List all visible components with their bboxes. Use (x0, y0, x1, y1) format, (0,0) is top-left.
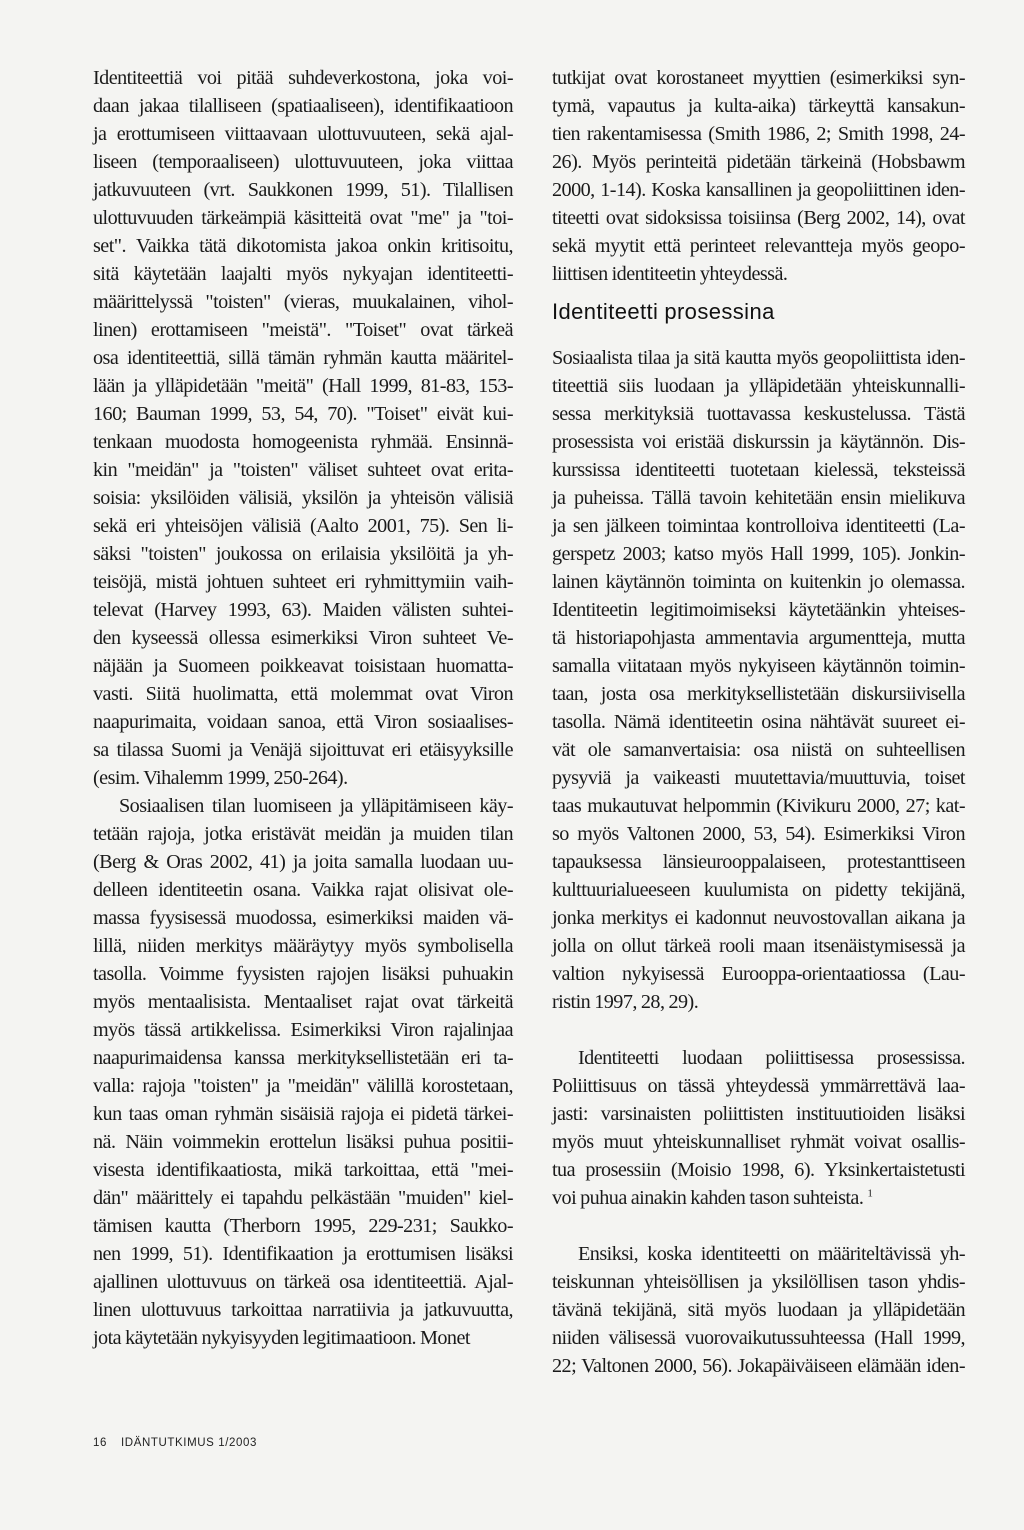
text-line: daan jakaa tilalliseen (spatiaaliseen), identifikaatioon (93, 95, 513, 117)
text-line: jolla on ollut tärkeä rooli maan itsenäistymisessä ja (552, 935, 965, 957)
text-line: liittisen identiteetin yhteydessä. (552, 263, 788, 285)
page-footer (93, 1437, 257, 1449)
text-line: linen) erottamiseen "meistä". "Toiset" ovat tärkeä (93, 319, 513, 341)
text-line: valla: rajoja "toisten" ja "meidän" välillä korostetaan, (93, 1075, 513, 1097)
text-line: prosessista voi eristää diskurssin ja käytännön. Dis- (552, 431, 965, 453)
text-line: taas mukautuvat helpommin (Kivikuru 2000, 27; kat- (552, 795, 965, 817)
text-line: tasolla. Nämä identiteetin osina nähtävät suureet ei- (552, 711, 965, 733)
text-line: kulttuurialueeseen kuulumista on pidetty tekijänä, (552, 879, 965, 901)
text-line: Sosiaalista tilaa ja sitä kautta myös geopoliittista iden- (552, 347, 965, 369)
text-line: tapauksessa länsieurooppalaiseen, protestanttiseen (552, 851, 965, 873)
text-line: den kyseessä ollessa esimerkiksi Viron suhteet Ve- (93, 627, 513, 649)
text-line: ja puheissa. Tällä tavoin kehitetään ensin mielikuva (552, 487, 965, 509)
text-line: Identiteettiä voi pitää suhdeverkostona, joka voi- (93, 67, 513, 89)
text-line: näjään ja Suomeen poikkeavat toisistaan huomatta- (93, 655, 513, 677)
text-line: Poliittisuus on tässä yhteydessä ymmärrettävä laa- (552, 1075, 965, 1097)
text-line: voi puhua ainakin kahden tason suhteista. $^1$ (552, 1187, 873, 1209)
text-line: 22; Valtonen 2000, 56). Jokapäiväiseen elämään iden- (552, 1355, 965, 1377)
right-paragraph-1 (552, 344, 965, 1016)
right-column (552, 64, 965, 1380)
text-line: massa fyysisessä muodossa, esimerkiksi maiden vä- (93, 907, 513, 929)
text-line: samalla viitataan myös nykyiseen käytännön toimin- (552, 655, 965, 677)
text-line: 26). Myös perinteitä pidetään tärkeinä (Hobsbawm (552, 151, 965, 173)
text-line: ristin 1997, 28, 29). (552, 991, 699, 1013)
text-line: nen 1999, 51). Identifikaation ja erottumisen lisäksi (93, 1243, 513, 1265)
text-line: ulottuvuuden tärkeämpiä käsitteitä ovat "me" ja "toi- (93, 207, 513, 229)
text-line: ja sen jälkeen toimintaa kontrolloiva identiteetti (La- (552, 515, 965, 537)
text-line: jota käytetään nykyisyyden legitimaatioon. Monet (93, 1327, 470, 1349)
text-line: vät ole samanvertaisia: osa niistä on suhteellisen (552, 739, 965, 761)
text-line: tutkijat ovat korostaneet myyttien (esimerkiksi syn- (552, 67, 965, 89)
text-line: linen ulottuvuus tarkoittaa narratiivia ja jatkuvuutta, (93, 1299, 513, 1321)
text-line: jasti: varsinaisten poliittisten instituutioiden lisäksi (552, 1103, 965, 1125)
text-line: tävänä tekijänä, sitä myös luodaan ja ylläpidetään (552, 1299, 965, 1321)
journal-issue: IDÄNTUTKIMUS 1/2003 (121, 1437, 258, 1449)
text-line: vasti. Siitä huolimatta, että molemmat ovat Viron (93, 683, 513, 705)
left-column (93, 64, 513, 1352)
text-line: tua prosessiin (Moisio 1998, 6). Yksinkertaistetusti (552, 1159, 965, 1181)
text-line: myös mentaalisista. Mentaaliset rajat ovat tärkeitä (93, 991, 513, 1013)
text-line: sessa merkityksiä tuottavassa keskustelussa. Tästä (552, 403, 965, 425)
text-line: kurssissa identiteetti tuotetaan kielessä, teksteissä (552, 459, 965, 481)
text-line: Identiteetti luodaan poliittisessa prosessissa. (578, 1047, 965, 1069)
text-line: määrittelyssä "toisten" (vieras, muukalainen, vihol- (93, 291, 513, 313)
footnote-marker[interactable]: 1 (867, 1187, 873, 1200)
text-line: (esim. Vihalemm 1999, 250-264). (93, 767, 348, 789)
text-line: naapurimaita, voidaan sanoa, että Viron sosiaalises- (93, 711, 513, 733)
text-line: naapurimaidensa kanssa merkityksellistetään eri ta- (93, 1047, 513, 1069)
paragraph-gap (552, 1016, 965, 1044)
text-line: 160; Bauman 1999, 53, 54, 70). "Toiset" eivät kui- (93, 403, 513, 425)
text-line: tämisen kautta (Therborn 1995, 229-231; Saukko- (93, 1215, 513, 1237)
page-number: 16 (93, 1437, 107, 1449)
text-line: myös tässä artikkelissa. Esimerkiksi Viron rajalinjaa (93, 1019, 513, 1041)
text-line: delleen identiteetin osana. Vaikka rajat olisivat ole- (93, 879, 513, 901)
right-intro-paragraph (552, 64, 965, 288)
text-line: pysyviä ja vaikeasti muutettavia/muuttuvia, toiset (552, 767, 965, 789)
text-line: osa identiteettiä, sillä tämän ryhmän kautta määritel- (93, 347, 513, 369)
text-line: gerspetz 2003; katso myös Hall 1999, 105). Jonkin- (552, 543, 965, 565)
right-paragraph-2 (552, 1044, 965, 1212)
text-line: kun taas oman ryhmän sisäisiä rajoja ei pidetä tärkei- (93, 1103, 513, 1125)
text-line: lainen käytännön toiminta on kuitenkin jo olemassa. (552, 571, 965, 593)
paragraph-gap (552, 1212, 965, 1240)
text-line: ajallinen ulottuvuus on tärkeä osa identiteettiä. Ajal- (93, 1271, 513, 1293)
text-line: tasolla. Voimme fyysisten rajojen lisäksi puhuakin (93, 963, 513, 985)
text-line: tä historiapohjasta ammentavia argumentteja, mutta (552, 627, 965, 649)
right-paragraph-3 (552, 1240, 965, 1380)
text-line: dän" määrittely ei tapahdu pelkästään "muiden" kiel- (93, 1187, 513, 1209)
text-line: 2000, 1-14). Koska kansallinen ja geopoliittinen iden- (552, 179, 965, 201)
text-line: Sosiaalisen tilan luomiseen ja ylläpitämiseen käy- (119, 795, 513, 817)
text-line: sekä eri yhteisöjen välisiä (Aalto 2001, 75). Sen li- (93, 515, 513, 537)
text-line: ja erottumiseen viittaavaan ulottuvuuteen, sekä ajal- (93, 123, 513, 145)
text-line: soisia: yksilöiden välisiä, yksilön ja yhteisön välisiä (93, 487, 513, 509)
text-line: niiden välisessä vuorovaikutussuhteessa (Hall 1999, (552, 1327, 965, 1349)
text-line: lään ja ylläpidetään "meitä" (Hall 1999, 81-83, 153- (93, 375, 513, 397)
text-line: set". Vaikka tätä dikotomista jakoa onkin kritisoitu, (93, 235, 513, 257)
text-line: liseen (temporaaliseen) ulottuvuuteen, joka viittaa (93, 151, 513, 173)
text-line: (Berg & Oras 2002, 41) ja joita samalla luodaan uu- (93, 851, 513, 873)
text-line: tymä, vapautus ja kulta-aika) tärkeyttä kansakun- (552, 95, 965, 117)
text-line: tenkaan muodosta homogeenista ryhmää. Ensinnä- (93, 431, 513, 453)
text-line: jatkuvuuteen (vrt. Saukkonen 1999, 51). Tilallisen (93, 179, 513, 201)
text-line: sa tilassa Suomi ja Venäjä sijoittuvat eri etäisyyksille (93, 739, 513, 761)
text-line: nä. Näin voimmekin erottelun lisäksi puhua positii- (93, 1131, 513, 1153)
section-heading: Identiteetti prosessina (552, 299, 775, 324)
text-line: tien rakentamisessa (Smith 1986, 2; Smith 1998, 24- (552, 123, 965, 145)
text-line: Identiteetin legitimoimiseksi käytetäänkin yhteises- (552, 599, 965, 621)
text-line: tetään rajoja, jotka eristävät meidän ja muiden tilan (93, 823, 513, 845)
text-line: titeetti ovat sidoksissa toisiinsa (Berg 2002, 14), ovat (552, 207, 965, 229)
text-line: so myös Valtonen 2000, 53, 54). Esimerkiksi Viron (552, 823, 965, 845)
text-line: kin "meidän" ja "toisten" väliset suhteet ovat erita- (93, 459, 513, 481)
text-line: sekä myytit että perinteet relevantteja myös geopo- (552, 235, 965, 257)
text-line: säksi "toisten" joukossa on erilaisia yksilöitä ja yh- (93, 543, 513, 565)
text-line: taan, josta osa merkityksellistetään diskursiivisella (552, 683, 965, 705)
text-line: jonka merkitys ei kadonnut neuvostovallan aikana ja (552, 907, 965, 929)
text-line: televat (Harvey 1993, 63). Maiden välisten suhtei- (93, 599, 513, 621)
text-line: Ensiksi, koska identiteetti on määriteltävissä yh- (578, 1243, 965, 1265)
text-line: myös muut yhteiskunnalliset ryhmät voivat osallis- (552, 1131, 965, 1153)
text-line: titeettiä siis luodaan ja ylläpidetään yhteiskunnalli- (552, 375, 965, 397)
text-line: teiskunnan yhteisöllisen ja yksilöllisen tason yhdis- (552, 1271, 965, 1293)
text-line: visesta identifikaatiosta, mikä tarkoittaa, että "mei- (93, 1159, 513, 1181)
text-line: valtion nykyisessä Eurooppa-orientaatiossa (Lau- (552, 963, 965, 985)
text-line: teisöjä, mistä johtuen suhteet eri ryhmittymiin vaih- (93, 571, 513, 593)
text-line: lillä, niiden merkitys määräytyy myös symbolisella (93, 935, 513, 957)
text-line: sitä käytetään laajalti myös nykyajan identiteetti- (93, 263, 513, 285)
